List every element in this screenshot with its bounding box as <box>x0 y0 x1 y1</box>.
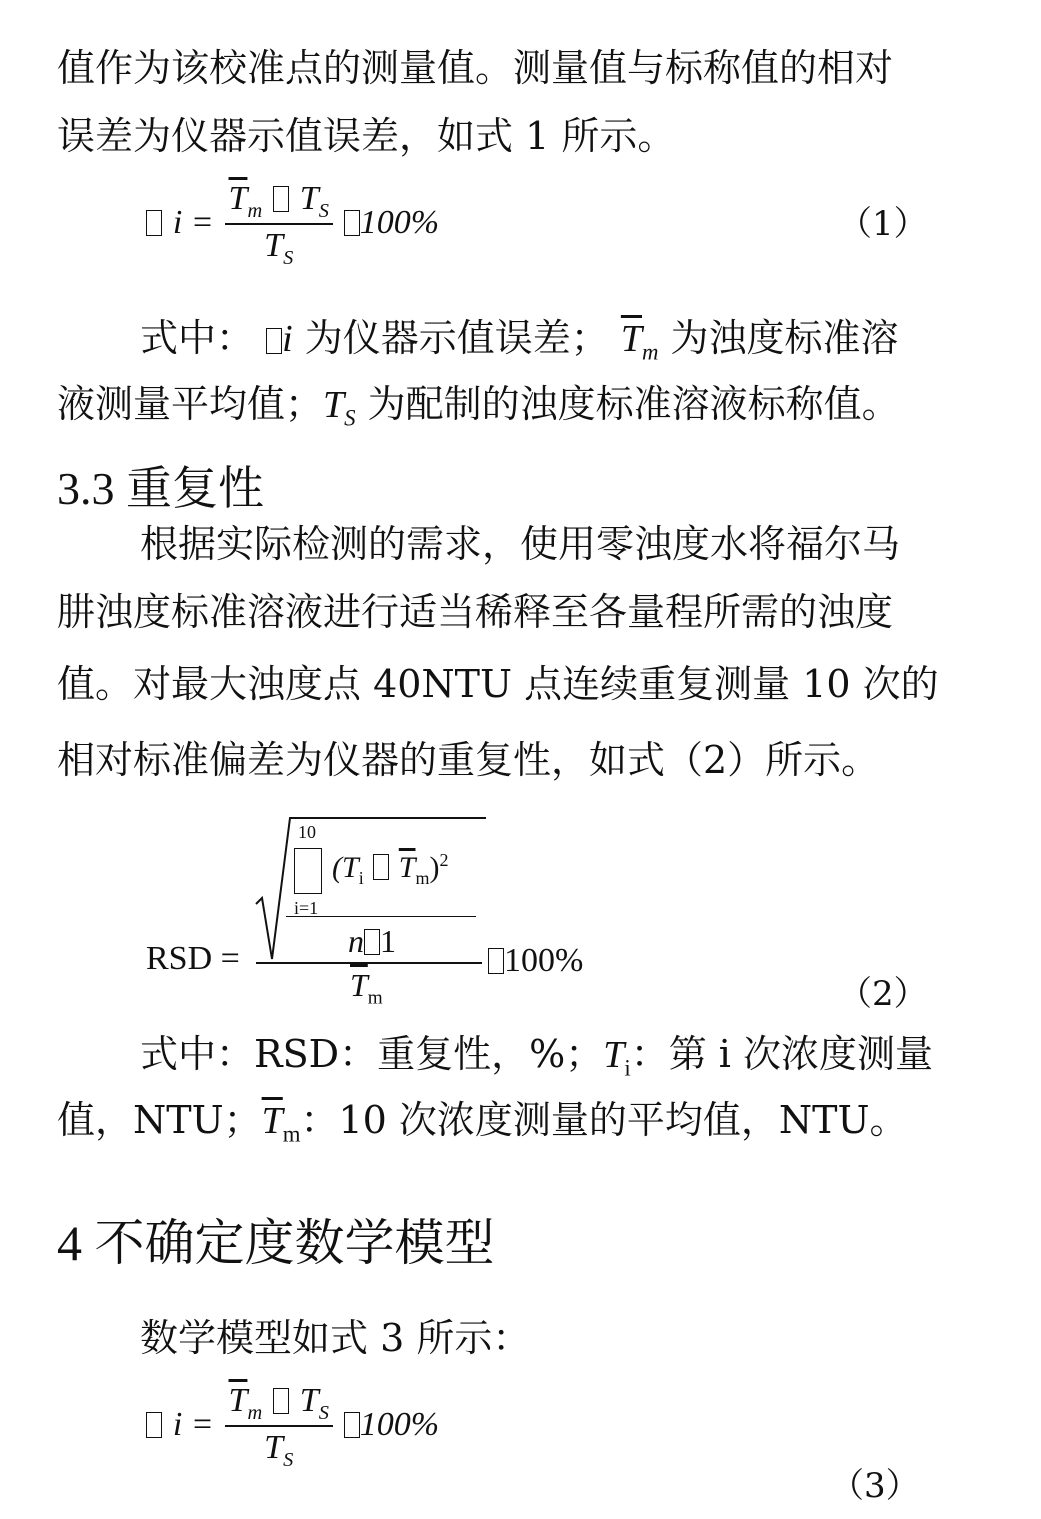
eq2-term-open: (T <box>332 851 359 884</box>
desc1-sym-ts: T <box>323 384 345 426</box>
desc1-text2: 为浊度标准溶 <box>658 316 899 360</box>
eq2-lhs: RSD = <box>146 940 240 977</box>
desc1-sym-i: i <box>282 318 293 360</box>
eq2-term-tm-sub: m <box>415 868 430 888</box>
desc2-line1 <box>140 1034 933 1089</box>
desc2-sym-ti-sub: i <box>624 1055 631 1081</box>
eq3-den-ts-sub: S <box>283 1448 294 1471</box>
desc2-sym-tm: $\overline{T}$ <box>261 1100 283 1142</box>
desc1-line2-b: 为配制的浊度标准溶液标称值。 <box>355 382 900 426</box>
desc2-sym-ti: T <box>603 1034 625 1076</box>
missing-glyph-icon <box>273 186 289 212</box>
eq2-inner-fraction-bar <box>286 916 476 917</box>
missing-glyph-icon <box>488 948 504 974</box>
missing-glyph-icon <box>266 328 282 354</box>
para2-line1: 根据实际检测的需求，使用零浊度水将福尔马 <box>140 522 901 566</box>
eq2-outer-den <box>350 966 383 1009</box>
eq3-num-ts-sub: S <box>318 1401 329 1424</box>
eq2-inner-den <box>348 922 396 960</box>
eq2-outer-den-tm: $\overline{T}$ <box>350 967 368 1003</box>
desc1-sym-ts-sub: S <box>344 405 356 431</box>
eq2-term-sub: i <box>358 868 364 888</box>
para1-line2: 误差为仪器示值误差，如式 1 所示。 <box>57 114 676 158</box>
eq1-num-ts: T <box>299 180 319 217</box>
eq1-lhs: i = <box>172 203 214 241</box>
eq2-term-tm: $\overline{T}$ <box>398 851 416 884</box>
eq1-number: （1） <box>838 204 928 244</box>
missing-glyph-icon <box>146 210 162 236</box>
eq3-fraction <box>225 1380 333 1472</box>
desc2-line1-a: 式中：RSD：重复性，%； <box>140 1032 604 1076</box>
eq3-rhs: 100% <box>359 1405 440 1443</box>
missing-glyph-icon <box>146 1412 162 1438</box>
equation-1 <box>146 178 439 270</box>
eq2-sum-top: 10 <box>298 822 316 842</box>
missing-glyph-icon <box>344 1412 360 1438</box>
eq1-fraction <box>225 178 333 270</box>
eq2-term <box>332 850 449 889</box>
para1-line1: 值作为该校准点的测量值。测量值与标称值的相对 <box>57 46 894 90</box>
eq2-inner-den-n: n <box>348 923 364 959</box>
desc2-line2-a: 值，NTU； <box>57 1098 262 1142</box>
eq2-inner-den-rest: 1 <box>380 923 396 959</box>
eq3-num-ts: T <box>299 1382 319 1419</box>
eq1-num-tm-sub: m <box>247 199 263 222</box>
eq2-rhs-group <box>488 940 583 980</box>
missing-glyph-icon <box>364 929 380 955</box>
desc2-line1-b: ：第 i 次浓度测量 <box>630 1032 934 1076</box>
eq3-num-tm-sub: m <box>247 1401 263 1424</box>
eq3-number: （3） <box>830 1466 920 1506</box>
section-heading-3-3: 3.3 重复性 <box>57 463 264 514</box>
section-heading-4: 4 不确定度数学模型 <box>57 1215 495 1271</box>
desc1-line2 <box>57 384 900 439</box>
eq1-num-ts-sub: S <box>318 199 329 222</box>
desc1-sym-tm: $\overline{T}$ <box>620 318 642 360</box>
missing-glyph-icon <box>373 854 389 880</box>
eq2-term-close: ) <box>429 851 440 884</box>
equation-3 <box>146 1380 439 1472</box>
eq3-lhs: i = <box>172 1405 214 1443</box>
para3-line1: 数学模型如式 3 所示： <box>140 1316 531 1360</box>
desc1-line1 <box>140 318 899 373</box>
summation-glyph-icon <box>294 848 322 894</box>
desc1-prefix: 式中： <box>140 316 255 360</box>
eq2-term-sup: 2 <box>439 850 449 870</box>
eq3-den-ts: T <box>264 1428 284 1466</box>
desc1-text1: 为仪器示值误差； <box>292 316 609 360</box>
missing-glyph-icon <box>344 210 360 236</box>
desc1-sym-tm-sub: m <box>642 339 659 365</box>
eq1-den-ts: T <box>264 226 284 264</box>
eq2-rhs: 100% <box>504 942 584 979</box>
eq1-num-tm: $\overline{T}$ <box>228 180 248 217</box>
eq3-num-tm: $\overline{T}$ <box>228 1382 248 1419</box>
desc2-line2-b: ：10 次浓度测量的平均值，NTU。 <box>300 1098 908 1142</box>
desc2-line2 <box>57 1100 908 1155</box>
eq1-den-ts-sub: S <box>283 246 294 269</box>
eq2-outer-fraction-bar <box>256 962 482 964</box>
para2-line4: 相对标准偏差为仪器的重复性，如式（2）所示。 <box>57 738 880 782</box>
desc2-sym-tm-sub: m <box>282 1121 301 1147</box>
eq2-sum-bottom: i=1 <box>294 898 319 918</box>
eq1-rhs: 100% <box>359 203 440 241</box>
desc1-line2-a: 液测量平均值； <box>57 382 324 426</box>
equation-2 <box>146 812 646 1022</box>
eq2-number: （2） <box>838 974 928 1014</box>
para2-line3: 值。对最大浊度点 40NTU 点连续重复测量 10 次的 <box>57 662 939 706</box>
missing-glyph-icon <box>273 1388 289 1414</box>
eq2-outer-den-sub: m <box>367 987 383 1009</box>
para2-line2: 肼浊度标准溶液进行适当稀释至各量程所需的浊度 <box>57 590 894 634</box>
